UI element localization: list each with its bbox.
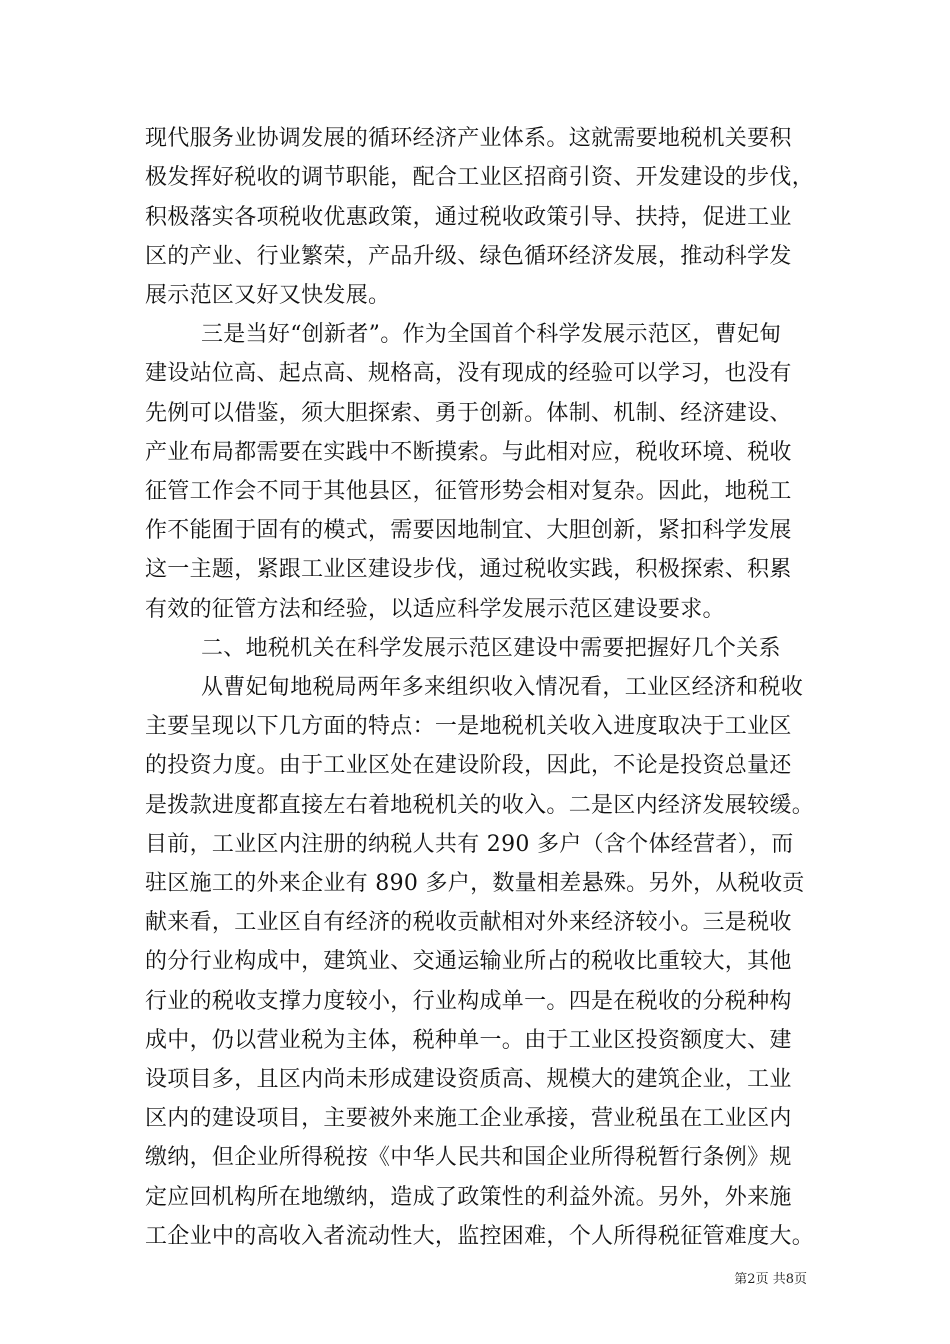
body-line: 设项目多，且区内尚未形成建设资质高、规模大的建筑企业，工业	[145, 1067, 792, 1092]
body-line: 工企业中的高收入者流动性大，监控困难，个人所得税征管难度大。	[145, 1224, 815, 1249]
body-line: 作不能囿于固有的模式，需要因地制宜、大胆创新，紧扣科学发展	[145, 518, 792, 543]
footer-middle: 页 共	[755, 1272, 786, 1287]
body-line: 先例可以借鉴，须大胆探索、勇于创新。体制、机制、经济建设、	[145, 401, 792, 426]
footer-suffix: 页	[793, 1272, 807, 1287]
body-line: 献来看，工业区自有经济的税收贡献相对外来经济较小。三是税收	[145, 910, 792, 935]
footer-prefix: 第	[734, 1272, 748, 1287]
body-line: 缴纳，但企业所得税按《中华人民共和国企业所得税暂行条例》规	[145, 1145, 792, 1170]
paragraph-start-line: 从曹妃甸地税局两年多来组织收入情况看，工业区经济和税收	[201, 675, 804, 700]
section-heading: 二、地税机关在科学发展示范区建设中需要把握好几个关系	[201, 636, 781, 661]
body-line: 区的产业、行业繁荣，产品升级、绿色循环经济发展，推动科学发	[145, 244, 792, 269]
body-line: 有效的征管方法和经验，以适应科学发展示范区建设要求。	[145, 597, 725, 622]
body-line: 这一主题，紧跟工业区建设步伐，通过税收实践，积极探索、积累	[145, 557, 792, 582]
body-line: 的投资力度。由于工业区处在建设阶段，因此，不论是投资总量还	[145, 753, 792, 778]
body-line: 积极落实各项税收优惠政策，通过税收政策引导、扶持，促进工业	[145, 205, 792, 230]
body-line: 目前，工业区内注册的纳税人共有 290 多户（含个体经营者），而	[145, 832, 794, 857]
body-line: 定应回机构所在地缴纳，造成了政策性的利益外流。另外，外来施	[145, 1185, 792, 1210]
paragraph-start-line: 三是当好“创新者”。作为全国首个科学发展示范区，曹妃甸	[201, 322, 782, 347]
page-number-footer	[734, 1271, 807, 1289]
body-line: 区内的建设项目，主要被外来施工企业承接，营业税虽在工业区内	[145, 1106, 792, 1131]
body-line: 产业布局都需要在实践中不断摸索。与此相对应，税收环境、税收	[145, 440, 792, 465]
body-line: 征管工作会不同于其他县区，征管形势会相对复杂。因此，地税工	[145, 479, 792, 504]
body-line: 成中，仍以营业税为主体，税种单一。由于工业区投资额度大、建	[145, 1028, 792, 1053]
body-line: 是拨款进度都直接左右着地税机关的收入。二是区内经济发展较缓。	[145, 793, 815, 818]
current-page-number: 2	[747, 1272, 756, 1287]
body-line: 主要呈现以下几方面的特点：一是地税机关收入进度取决于工业区	[145, 714, 792, 739]
body-line: 建设站位高、起点高、规格高，没有现成的经验可以学习，也没有	[145, 361, 792, 386]
body-line: 展示范区又好又快发展。	[145, 283, 391, 308]
body-line: 的分行业构成中，建筑业、交通运输业所占的税收比重较大，其他	[145, 949, 792, 974]
body-line: 极发挥好税收的调节职能，配合工业区招商引资、开发建设的步伐，	[145, 165, 815, 190]
body-line: 驻区施工的外来企业有 890 多户，数量相差悬殊。另外，从税收贡	[145, 871, 805, 896]
body-line: 行业的税收支撑力度较小，行业构成单一。四是在税收的分税种构	[145, 989, 792, 1014]
total-pages-number: 8	[785, 1272, 794, 1287]
body-line: 现代服务业协调发展的循环经济产业体系。这就需要地税机关要积	[145, 126, 792, 151]
